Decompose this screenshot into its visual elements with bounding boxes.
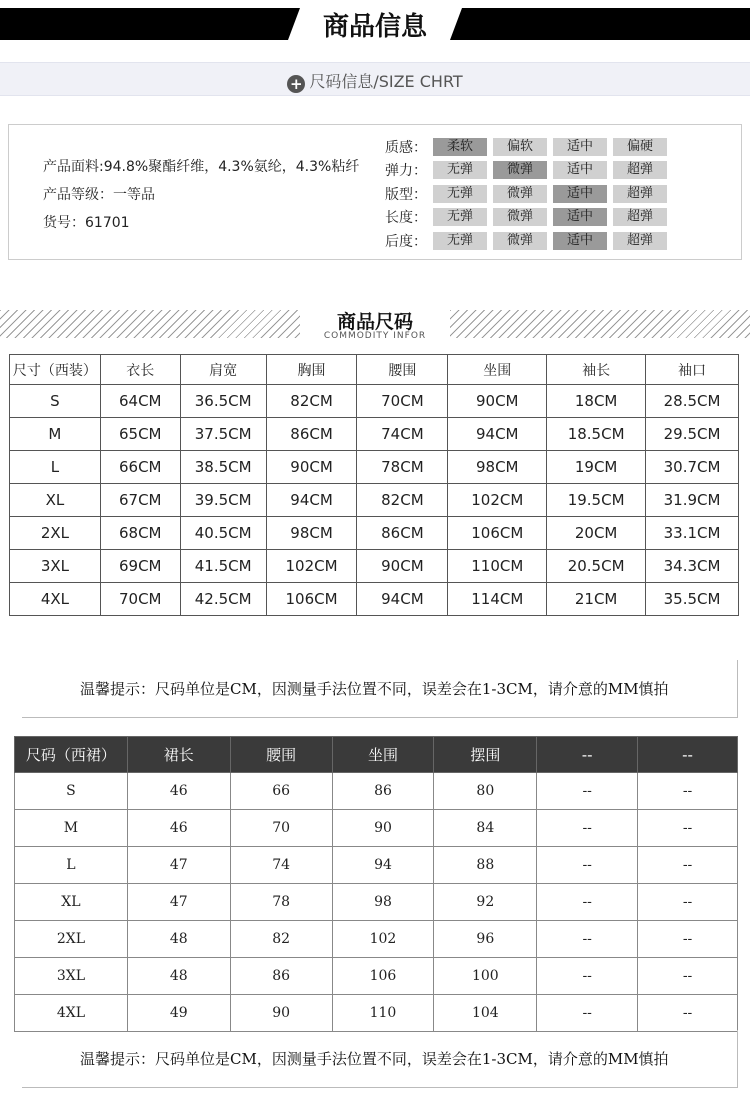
table-cell: 18.5CM — [547, 418, 646, 451]
suit-size-table — [9, 354, 739, 616]
grade-text: 产品等级：一等品 — [43, 187, 155, 203]
product-info-box — [8, 124, 742, 260]
attribute-option: 适中 — [553, 232, 607, 250]
header-banner — [0, 4, 750, 46]
table-cell: 38.5CM — [180, 451, 266, 484]
hatch-left — [0, 310, 300, 338]
attribute-option: 超弹 — [613, 208, 667, 226]
table-cell: 39.5CM — [180, 484, 266, 517]
table-cell: 70 — [230, 810, 332, 847]
table-cell: 88 — [434, 847, 537, 884]
table-row — [10, 583, 739, 616]
table-cell: 110 — [332, 995, 434, 1032]
table-cell: -- — [638, 847, 738, 884]
attribute-row — [385, 229, 673, 253]
attribute-option: 偏软 — [493, 138, 547, 156]
attribute-row — [385, 182, 673, 206]
size-info-label: 尺码信息/SIZE CHRT — [309, 72, 463, 91]
attribute-option: 无弹 — [433, 232, 487, 250]
table-cell: 47 — [127, 847, 230, 884]
table-cell: 82CM — [357, 484, 448, 517]
table-cell: 47 — [127, 884, 230, 921]
size-note-1: 温馨提示：尺码单位是CM，因测量手法位置不同，误差会在1-3CM，请介意的MM慎拍 — [22, 660, 738, 718]
table-cell: 74CM — [357, 418, 448, 451]
attribute-option: 无弹 — [433, 161, 487, 179]
table-cell: 28.5CM — [646, 385, 739, 418]
table-cell: 48 — [127, 921, 230, 958]
table-cell: -- — [638, 995, 738, 1032]
table-row — [10, 550, 739, 583]
table-cell: -- — [537, 921, 638, 958]
table-cell: -- — [537, 847, 638, 884]
table-cell: 69CM — [100, 550, 180, 583]
size-info-band — [0, 62, 750, 96]
table-cell: L — [10, 451, 101, 484]
table-cell: 4XL — [10, 583, 101, 616]
table-cell: S — [10, 385, 101, 418]
table-cell: 82 — [230, 921, 332, 958]
table-cell: 2XL — [15, 921, 128, 958]
table-row — [10, 385, 739, 418]
table-cell: 21CM — [547, 583, 646, 616]
column-header: 裙长 — [127, 737, 230, 773]
table-cell: 86CM — [357, 517, 448, 550]
column-header: 摆围 — [434, 737, 537, 773]
section-title: 商品尺码 — [336, 311, 413, 333]
table-row — [15, 958, 738, 995]
banner-bar-left — [0, 8, 300, 40]
attribute-option: 超弹 — [613, 161, 667, 179]
table-cell: S — [15, 773, 128, 810]
size-note-2: 温馨提示：尺码单位是CM，因测量手法位置不同，误差会在1-3CM，请介意的MM慎拍 — [22, 1030, 738, 1088]
table-cell: 19CM — [547, 451, 646, 484]
table-cell: 94 — [332, 847, 434, 884]
table-cell: 80 — [434, 773, 537, 810]
table-cell: 106CM — [266, 583, 357, 616]
table-cell: 65CM — [100, 418, 180, 451]
column-header: 肩宽 — [180, 355, 266, 385]
column-header: 尺寸（西装） — [10, 355, 101, 385]
table-cell: -- — [638, 810, 738, 847]
table-cell: 84 — [434, 810, 537, 847]
table-cell: -- — [638, 773, 738, 810]
table-row — [15, 847, 738, 884]
attribute-option: 适中 — [553, 208, 607, 226]
attribute-option: 微弹 — [493, 185, 547, 203]
attribute-option: 适中 — [553, 138, 607, 156]
table-row — [10, 517, 739, 550]
attribute-option: 超弹 — [613, 185, 667, 203]
table-cell: 114CM — [448, 583, 547, 616]
table-cell: 31.9CM — [646, 484, 739, 517]
table-row — [10, 451, 739, 484]
table-cell: 70CM — [100, 583, 180, 616]
table-row — [10, 484, 739, 517]
attribute-option: 超弹 — [613, 232, 667, 250]
column-header: -- — [638, 737, 738, 773]
table-cell: -- — [537, 773, 638, 810]
table-cell: M — [15, 810, 128, 847]
table-cell: 100 — [434, 958, 537, 995]
table-cell: 96 — [434, 921, 537, 958]
table-cell: 90CM — [357, 550, 448, 583]
table-cell: XL — [10, 484, 101, 517]
table-cell: 34.3CM — [646, 550, 739, 583]
attribute-option: 适中 — [553, 161, 607, 179]
table-cell: 110CM — [448, 550, 547, 583]
table-cell: 42.5CM — [180, 583, 266, 616]
skirt-size-table — [14, 736, 738, 1032]
attribute-row — [385, 159, 673, 183]
table-cell: 86 — [230, 958, 332, 995]
attribute-option: 偏硬 — [613, 138, 667, 156]
table-cell: 19.5CM — [547, 484, 646, 517]
column-header: 袖口 — [646, 355, 739, 385]
table-cell: 40.5CM — [180, 517, 266, 550]
attribute-label: 版型： — [385, 186, 427, 203]
attribute-label: 后度： — [385, 233, 427, 250]
attribute-option: 微弹 — [493, 208, 547, 226]
section-subtitle: COMMODITY INFOR — [323, 331, 427, 341]
table-cell: 2XL — [10, 517, 101, 550]
table-row — [15, 921, 738, 958]
table-cell: 36.5CM — [180, 385, 266, 418]
table-cell: 20CM — [547, 517, 646, 550]
column-header: 尺码（西裙） — [15, 737, 128, 773]
table-cell: -- — [537, 995, 638, 1032]
attribute-row — [385, 206, 673, 230]
column-header: 坐围 — [448, 355, 547, 385]
attribute-label: 质感： — [385, 139, 427, 156]
table-cell: XL — [15, 884, 128, 921]
attribute-row — [385, 135, 673, 159]
table-cell: 86CM — [266, 418, 357, 451]
table-row — [10, 418, 739, 451]
fabric-text: 产品面料:94.8%聚酯纤维，4.3%氨纶，4.3%粘纤 — [43, 159, 360, 175]
table-cell: 66 — [230, 773, 332, 810]
table-cell: 78CM — [357, 451, 448, 484]
table-cell: 90CM — [266, 451, 357, 484]
table-cell: 74 — [230, 847, 332, 884]
table-cell: 90 — [230, 995, 332, 1032]
table-cell: 98CM — [448, 451, 547, 484]
table-cell: 46 — [127, 773, 230, 810]
plus-circle-icon: + — [287, 75, 305, 93]
table-cell: 37.5CM — [180, 418, 266, 451]
attribute-option: 柔软 — [433, 138, 487, 156]
table-cell: 98CM — [266, 517, 357, 550]
column-header: -- — [537, 737, 638, 773]
column-header: 坐围 — [332, 737, 434, 773]
table-cell: 20.5CM — [547, 550, 646, 583]
table-cell: -- — [638, 921, 738, 958]
attribute-option: 微弹 — [493, 232, 547, 250]
table-cell: 106CM — [448, 517, 547, 550]
table-cell: 102 — [332, 921, 434, 958]
attribute-option: 微弹 — [493, 161, 547, 179]
table-row — [15, 773, 738, 810]
table-row — [15, 810, 738, 847]
table-cell: 106 — [332, 958, 434, 995]
table-cell: 18CM — [547, 385, 646, 418]
table-cell: -- — [638, 958, 738, 995]
attribute-label: 长度： — [385, 210, 427, 227]
table-cell: 90 — [332, 810, 434, 847]
table-cell: 82CM — [266, 385, 357, 418]
sku-text: 货号：61701 — [43, 215, 130, 231]
banner-bar-right — [450, 8, 750, 40]
column-header: 腰围 — [357, 355, 448, 385]
table-cell: 49 — [127, 995, 230, 1032]
table-cell: 66CM — [100, 451, 180, 484]
table-row — [15, 884, 738, 921]
table-cell: 68CM — [100, 517, 180, 550]
table-cell: 48 — [127, 958, 230, 995]
attribute-label: 弹力： — [385, 163, 427, 180]
table-cell: 94CM — [448, 418, 547, 451]
attribute-option: 无弹 — [433, 208, 487, 226]
table-cell: 94CM — [357, 583, 448, 616]
table-cell: 92 — [434, 884, 537, 921]
table-cell: 102CM — [448, 484, 547, 517]
table-cell: 35.5CM — [646, 583, 739, 616]
column-header: 腰围 — [230, 737, 332, 773]
attribute-grid — [385, 135, 673, 253]
attribute-option: 无弹 — [433, 185, 487, 203]
table-cell: 3XL — [15, 958, 128, 995]
table-cell: L — [15, 847, 128, 884]
attribute-option: 适中 — [553, 185, 607, 203]
table-cell: -- — [537, 884, 638, 921]
table-cell: 98 — [332, 884, 434, 921]
column-header: 胸围 — [266, 355, 357, 385]
table-cell: 29.5CM — [646, 418, 739, 451]
table-cell: 64CM — [100, 385, 180, 418]
table-cell: -- — [537, 810, 638, 847]
table-cell: 67CM — [100, 484, 180, 517]
size-section-header — [0, 306, 750, 344]
table-cell: 102CM — [266, 550, 357, 583]
table-row — [15, 995, 738, 1032]
table-cell: 46 — [127, 810, 230, 847]
table-cell: -- — [537, 958, 638, 995]
table-cell: 3XL — [10, 550, 101, 583]
table-cell: 94CM — [266, 484, 357, 517]
table-cell: 41.5CM — [180, 550, 266, 583]
hatch-right — [450, 310, 750, 338]
table-cell: -- — [638, 884, 738, 921]
page-title: 商品信息 — [322, 12, 427, 42]
table-cell: 30.7CM — [646, 451, 739, 484]
table-cell: M — [10, 418, 101, 451]
table-cell: 70CM — [357, 385, 448, 418]
column-header: 袖长 — [547, 355, 646, 385]
table-cell: 33.1CM — [646, 517, 739, 550]
table-cell: 4XL — [15, 995, 128, 1032]
table-cell: 90CM — [448, 385, 547, 418]
table-cell: 86 — [332, 773, 434, 810]
column-header: 衣长 — [100, 355, 180, 385]
table-cell: 104 — [434, 995, 537, 1032]
table-cell: 78 — [230, 884, 332, 921]
